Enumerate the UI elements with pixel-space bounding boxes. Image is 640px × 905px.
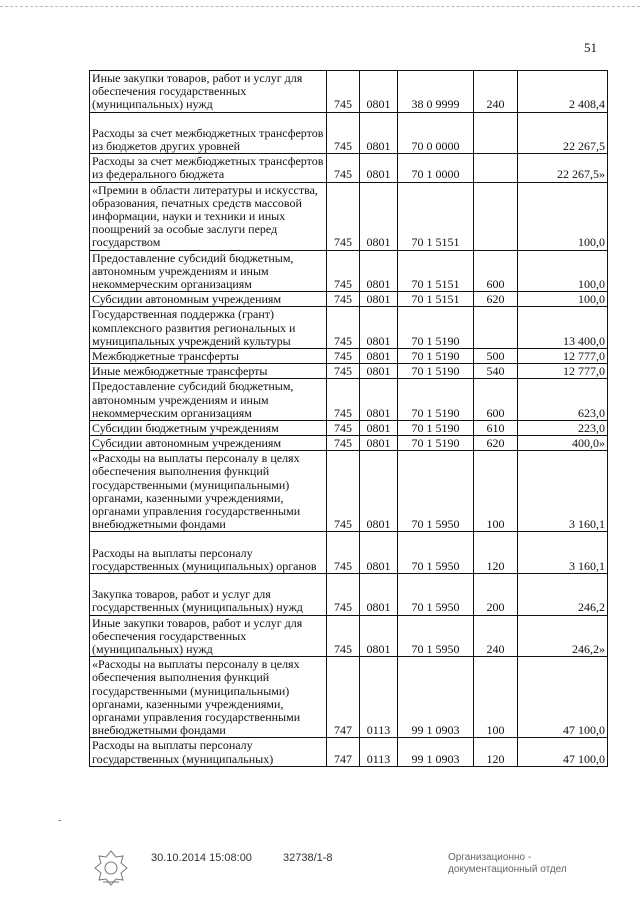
row-ved-cell: 747 — [327, 738, 360, 766]
table-row — [90, 379, 608, 421]
row-amount-cell: 400,0» — [518, 436, 608, 451]
row-ved-cell: 745 — [327, 532, 360, 574]
row-name-cell: Расходы за счет межбюджетных трансфертов из федерального бюджета — [90, 154, 327, 182]
row-vr-cell: 540 — [474, 364, 518, 379]
table-row — [90, 307, 608, 349]
row-csr-cell: 70 1 5190 — [398, 348, 474, 363]
row-csr-cell: 70 1 5151 — [398, 292, 474, 307]
row-ved-cell: 745 — [327, 436, 360, 451]
budget-table-body — [90, 71, 608, 767]
row-rz-cell: 0801 — [360, 154, 398, 182]
row-name-cell: Субсидии автономным учреждениям — [90, 292, 327, 307]
row-csr-cell: 70 1 5190 — [398, 436, 474, 451]
row-ved-cell: 745 — [327, 574, 360, 616]
row-ved-cell: 745 — [327, 451, 360, 532]
row-amount-cell: 22 267,5 — [518, 112, 608, 154]
row-name-cell: Расходы на выплаты персоналу государственных (муниципальных) — [90, 738, 327, 766]
row-amount-cell: 12 777,0 — [518, 364, 608, 379]
row-name-cell: Закупка товаров, работ и услуг для государственных (муниципальных) нужд — [90, 574, 327, 616]
row-name-cell: Иные закупки товаров, работ и услуг для обеспечения государственных (муниципальных) нужд — [90, 615, 327, 657]
row-amount-cell: 100,0 — [518, 292, 608, 307]
row-vr-cell: 620 — [474, 292, 518, 307]
row-amount-cell: 100,0 — [518, 182, 608, 250]
row-vr-cell — [474, 112, 518, 154]
row-csr-cell: 70 1 5190 — [398, 364, 474, 379]
row-rz-cell: 0113 — [360, 657, 398, 738]
emblem-icon — [92, 848, 130, 888]
row-csr-cell: 70 1 5950 — [398, 615, 474, 657]
table-row — [90, 112, 608, 154]
footer-timestamp: 30.10.2014 15:08:00 — [151, 852, 252, 864]
table-row — [90, 532, 608, 574]
row-vr-cell: 120 — [474, 532, 518, 574]
row-rz-cell: 0801 — [360, 615, 398, 657]
table-row — [90, 292, 608, 307]
row-rz-cell: 0113 — [360, 738, 398, 766]
row-vr-cell: 200 — [474, 574, 518, 616]
table-row — [90, 250, 608, 292]
row-ved-cell: 745 — [327, 420, 360, 435]
row-ved-cell: 745 — [327, 379, 360, 421]
row-csr-cell: 70 1 5151 — [398, 182, 474, 250]
page-number: 51 — [584, 40, 597, 55]
table-row — [90, 364, 608, 379]
row-name-cell: Предоставление субсидий бюджетным, автономным учреждениям и иным некоммерческим организациям — [90, 250, 327, 292]
table-row — [90, 738, 608, 766]
row-ved-cell: 745 — [327, 364, 360, 379]
row-amount-cell: 3 160,1 — [518, 532, 608, 574]
row-vr-cell: 120 — [474, 738, 518, 766]
table-row — [90, 657, 608, 738]
row-rz-cell: 0801 — [360, 71, 398, 113]
row-amount-cell: 623,0 — [518, 379, 608, 421]
scan-top-edge — [0, 6, 640, 9]
table-row — [90, 615, 608, 657]
table-row — [90, 574, 608, 616]
table-row — [90, 182, 608, 250]
row-csr-cell: 70 1 5950 — [398, 574, 474, 616]
row-vr-cell: 100 — [474, 657, 518, 738]
row-amount-cell: 2 408,4 — [518, 71, 608, 113]
row-rz-cell: 0801 — [360, 364, 398, 379]
row-rz-cell: 0801 — [360, 532, 398, 574]
row-ved-cell: 745 — [327, 71, 360, 113]
row-amount-cell: 12 777,0 — [518, 348, 608, 363]
row-rz-cell: 0801 — [360, 436, 398, 451]
row-csr-cell: 70 1 5151 — [398, 250, 474, 292]
row-name-cell: Субсидии автономным учреждениям — [90, 436, 327, 451]
row-rz-cell: 0801 — [360, 379, 398, 421]
row-name-cell: Государственная поддержка (грант) комплексного развития региональных и муниципальных учреждений культуры — [90, 307, 327, 349]
table-row — [90, 451, 608, 532]
row-rz-cell: 0801 — [360, 307, 398, 349]
row-ved-cell: 745 — [327, 615, 360, 657]
margin-mark: - — [58, 815, 62, 826]
row-vr-cell: 100 — [474, 451, 518, 532]
row-amount-cell: 246,2 — [518, 574, 608, 616]
row-name-cell: «Премии в области литературы и искусства, образования, печатных средств массовой информации, науки и техники и иных поощрений за особые заслуги перед государством — [90, 182, 327, 250]
row-csr-cell: 38 0 9999 — [398, 71, 474, 113]
table-row — [90, 420, 608, 435]
row-vr-cell: 620 — [474, 436, 518, 451]
row-name-cell: Субсидии бюджетным учреждениям — [90, 420, 327, 435]
row-ved-cell: 745 — [327, 348, 360, 363]
table-row — [90, 154, 608, 182]
row-rz-cell: 0801 — [360, 182, 398, 250]
row-csr-cell: 99 1 0903 — [398, 738, 474, 766]
row-vr-cell: 610 — [474, 420, 518, 435]
row-vr-cell — [474, 307, 518, 349]
stamp-line-2: документационный отдел — [448, 864, 567, 875]
row-name-cell: «Расходы на выплаты персоналу в целях обеспечения выполнения функций государственными (муниципальными) органами, казенными учреждениями, органами управления государственными внебюджетными фондами — [90, 657, 327, 738]
table-row — [90, 348, 608, 363]
row-ved-cell: 747 — [327, 657, 360, 738]
row-ved-cell: 745 — [327, 112, 360, 154]
row-csr-cell: 70 1 0000 — [398, 154, 474, 182]
row-name-cell: Предоставление субсидий бюджетным, автономным учреждениям и иным некоммерческим организациям — [90, 379, 327, 421]
row-name-cell: Иные закупки товаров, работ и услуг для обеспечения государственных (муниципальных) нужд — [90, 71, 327, 113]
row-csr-cell: 70 1 5950 — [398, 532, 474, 574]
row-name-cell: «Расходы на выплаты персоналу в целях обеспечения выполнения функций государственными (муниципальными) органами, казенными учреждениями, органами управления государственными внебюджетными фондами — [90, 451, 327, 532]
row-amount-cell: 100,0 — [518, 250, 608, 292]
stamp-line-1: Организационно - — [448, 852, 532, 863]
row-csr-cell: 70 0 0000 — [398, 112, 474, 154]
department-stamp — [448, 852, 567, 876]
row-amount-cell: 3 160,1 — [518, 451, 608, 532]
row-rz-cell: 0801 — [360, 250, 398, 292]
row-rz-cell: 0801 — [360, 348, 398, 363]
row-amount-cell: 13 400,0 — [518, 307, 608, 349]
row-name-cell: Расходы за счет межбюджетных трансфертов из бюджетов других уровней — [90, 112, 327, 154]
table-row — [90, 71, 608, 113]
row-vr-cell — [474, 154, 518, 182]
row-ved-cell: 745 — [327, 292, 360, 307]
budget-table — [89, 70, 608, 767]
table-row — [90, 436, 608, 451]
row-amount-cell: 47 100,0 — [518, 738, 608, 766]
row-vr-cell: 600 — [474, 379, 518, 421]
row-rz-cell: 0801 — [360, 574, 398, 616]
row-csr-cell: 70 1 5190 — [398, 379, 474, 421]
row-name-cell: Межбюджетные трансферты — [90, 348, 327, 363]
row-rz-cell: 0801 — [360, 420, 398, 435]
row-rz-cell: 0801 — [360, 292, 398, 307]
row-vr-cell: 500 — [474, 348, 518, 363]
row-csr-cell: 70 1 5950 — [398, 451, 474, 532]
row-csr-cell: 70 1 5190 — [398, 307, 474, 349]
row-vr-cell — [474, 182, 518, 250]
row-vr-cell: 240 — [474, 71, 518, 113]
row-ved-cell: 745 — [327, 307, 360, 349]
row-name-cell: Иные межбюджетные трансферты — [90, 364, 327, 379]
row-csr-cell: 99 1 0903 — [398, 657, 474, 738]
row-vr-cell: 240 — [474, 615, 518, 657]
row-rz-cell: 0801 — [360, 112, 398, 154]
row-amount-cell: 47 100,0 — [518, 657, 608, 738]
row-ved-cell: 745 — [327, 182, 360, 250]
row-amount-cell: 22 267,5» — [518, 154, 608, 182]
footer-doc-id: 32738/1-8 — [283, 852, 333, 864]
row-rz-cell: 0801 — [360, 451, 398, 532]
row-amount-cell: 223,0 — [518, 420, 608, 435]
row-csr-cell: 70 1 5190 — [398, 420, 474, 435]
row-vr-cell: 600 — [474, 250, 518, 292]
row-amount-cell: 246,2» — [518, 615, 608, 657]
row-ved-cell: 745 — [327, 154, 360, 182]
row-name-cell: Расходы на выплаты персоналу государственных (муниципальных) органов — [90, 532, 327, 574]
row-ved-cell: 745 — [327, 250, 360, 292]
